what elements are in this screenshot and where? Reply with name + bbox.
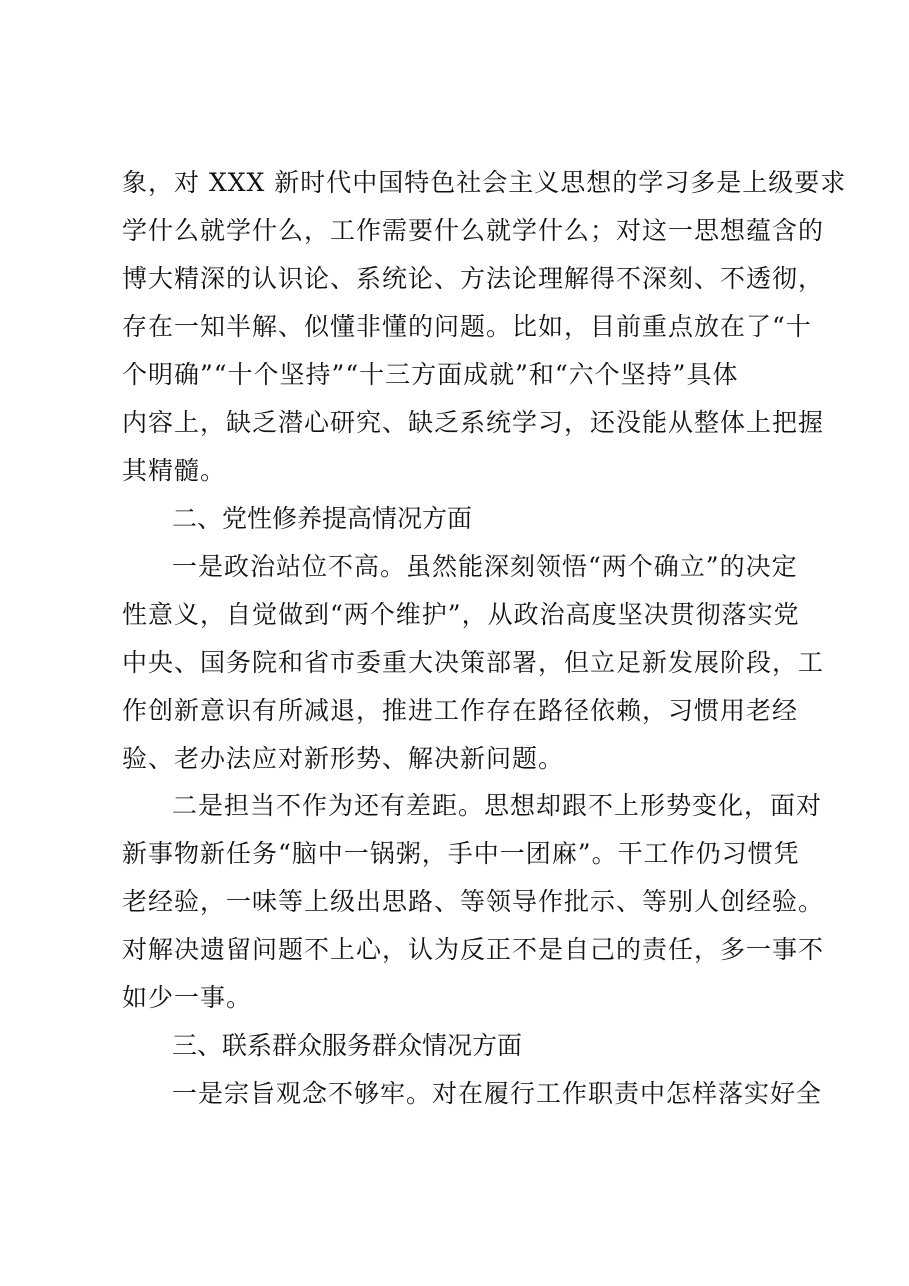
paragraph-line: 老经验，一味等上级出思路、等领导作批示、等别人创经验。	[122, 887, 825, 916]
paragraph-line: 对解决遗留问题不上心，认为反正不是自己的责任，多一事不	[122, 935, 825, 964]
paragraph-line: 象，对 XXX 新时代中国特色社会主义思想的学习多是上级要求	[122, 168, 847, 197]
paragraph-line: 存在一知半解、似懂非懂的问题。比如，目前重点放在了“十	[122, 312, 812, 341]
paragraph-line: 中央、国务院和省市委重大决策部署，但立足新发展阶段，工	[122, 648, 825, 677]
paragraph-line: 其精髓。	[122, 456, 227, 485]
paragraph-line: 学什么就学什么，工作需要什么就学什么；对这一思想蕴含的	[122, 216, 825, 245]
paragraph-line: 博大精深的认识论、系统论、方法论理解得不深刻、不透彻，	[122, 264, 825, 293]
section-heading: 三、联系群众服务群众情况方面	[172, 1031, 523, 1060]
paragraph-line: 一是宗旨观念不够牢。对在履行工作职责中怎样落实好全	[172, 1079, 823, 1108]
paragraph-line: 新事物新任务“脑中一锅粥，手中一团麻”。干工作仍习惯凭	[122, 839, 800, 868]
paragraph-line: 如少一事。	[122, 983, 253, 1012]
paragraph-line: 一是政治站位不高。虽然能深刻领悟“两个确立”的决定	[172, 552, 798, 581]
paragraph-line: 性意义，自觉做到“两个维护”，从政治高度坚决贯彻落实党	[122, 600, 800, 629]
paragraph-line: 二是担当不作为还有差距。思想却跟不上形势变化，面对	[172, 791, 823, 820]
paragraph-line: 个明确”“十个坚持”“十三方面成就”和“六个坚持”具体	[122, 360, 739, 389]
paragraph-line: 作创新意识有所减退，推进工作存在路径依赖，习惯用老经	[122, 696, 799, 725]
paragraph-line: 验、老办法应对新形势、解决新问题。	[122, 744, 565, 773]
section-heading: 二、党性修养提高情况方面	[172, 504, 473, 533]
paragraph-line: 内容上，缺乏潜心研究、缺乏系统学习，还没能从整体上把握	[122, 408, 825, 437]
